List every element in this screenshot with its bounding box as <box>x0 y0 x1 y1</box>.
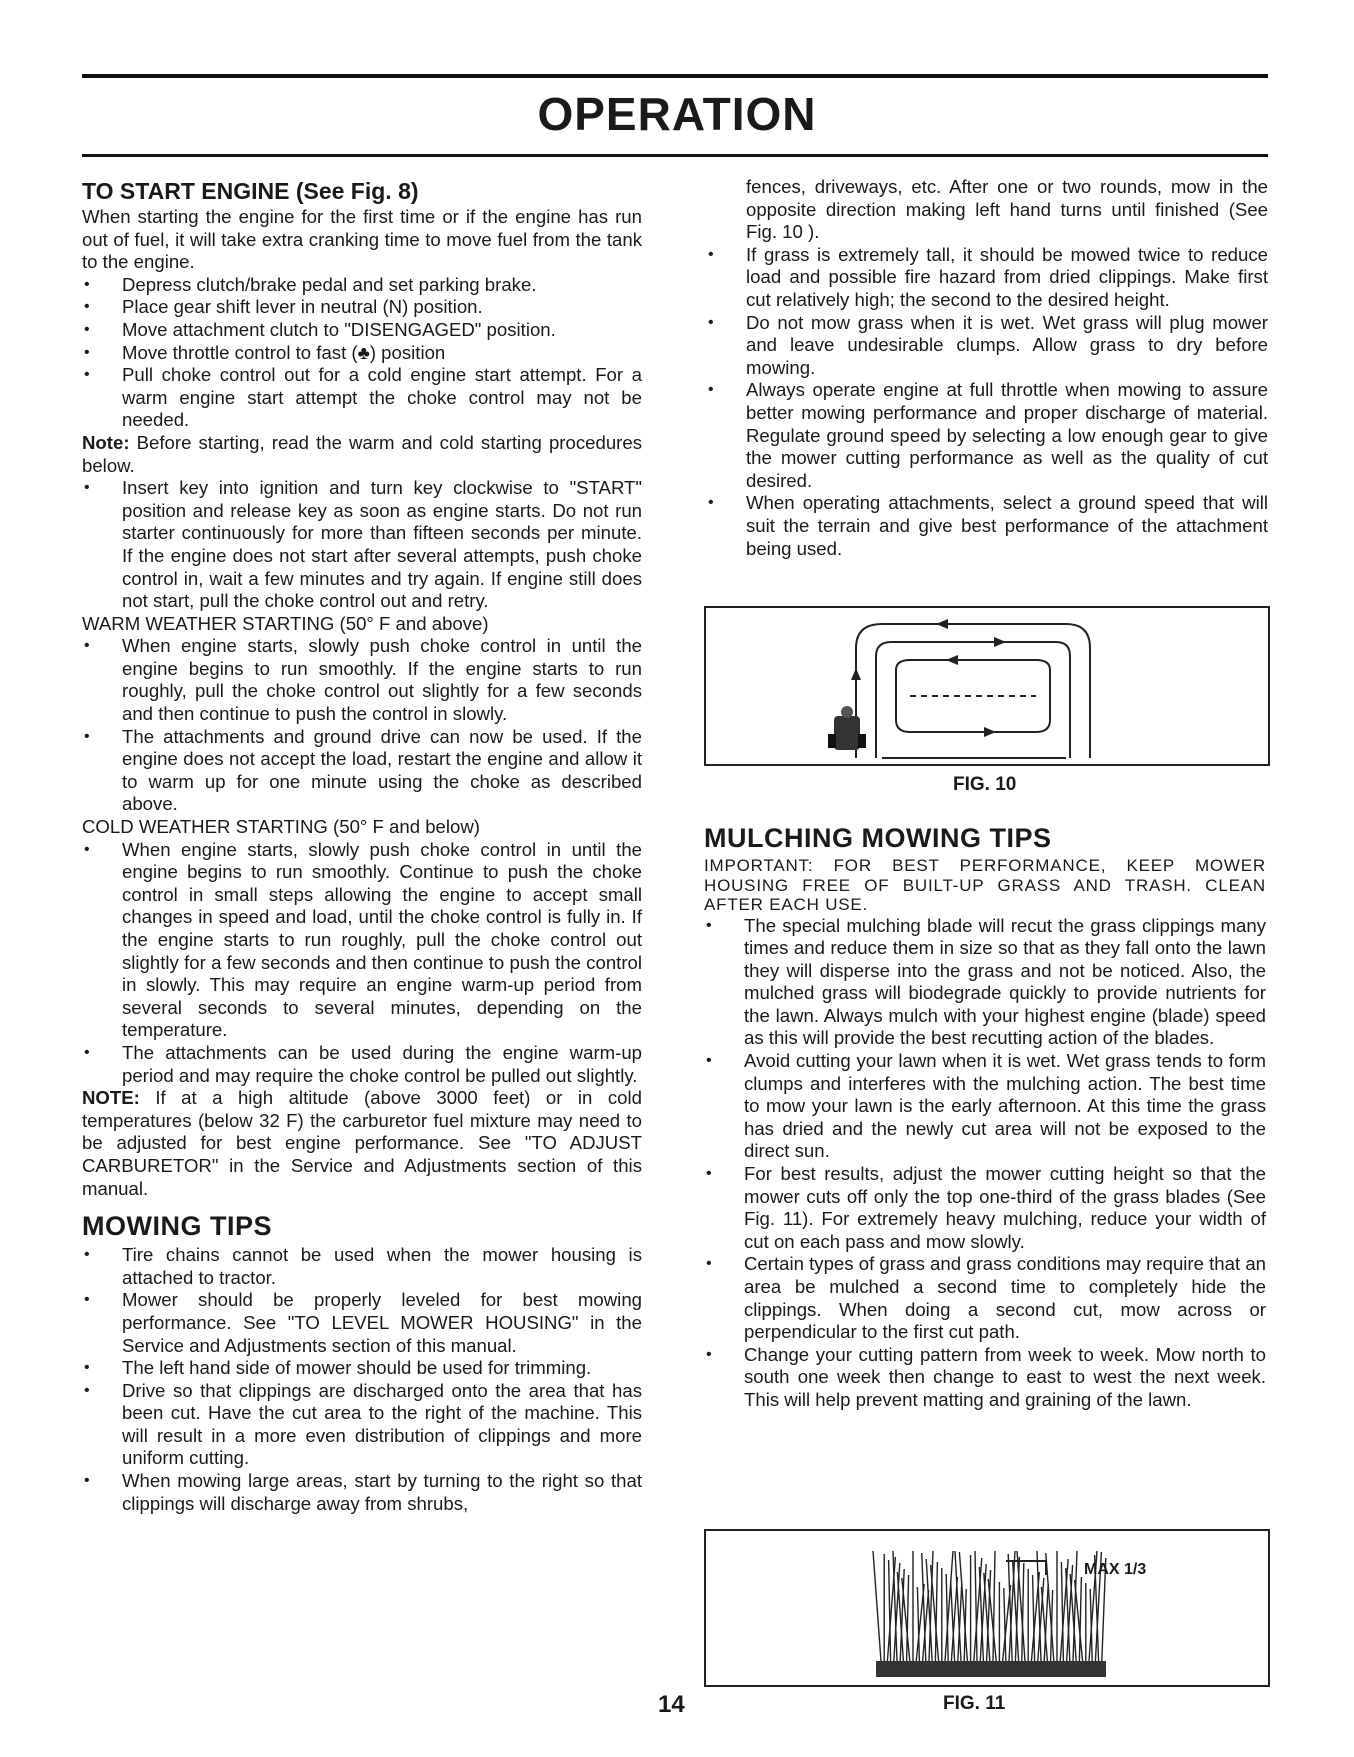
important-note: IMPORTANT: FOR BEST PERFORMANCE, KEEP MOWER HOUSING FREE OF BUILT-UP GRASS AND TRASH. CLEAN AFTER EACH USE. <box>704 856 1266 914</box>
figure-10-caption: FIG. 10 <box>953 774 1017 795</box>
list-item: • When engine starts, slowly push choke control in until the engine begins to run smoothly. If the engine starts to run roughly, pull the choke control out slightly for a few seconds and then continue to push the control in slowly. <box>82 635 642 725</box>
note-label: Note: <box>82 431 130 453</box>
title-rule <box>82 154 1268 157</box>
mulching-heading: MULCHING MOWING TIPS <box>704 823 1052 853</box>
grass-blade <box>873 1551 881 1661</box>
page-title: OPERATION <box>537 88 817 140</box>
mulching-section <box>704 820 1266 1412</box>
list-item: • Always operate engine at full throttle when mowing to assure better mowing performance and proper discharge of material. Regulate ground speed by selecting a low enough gear to give the mower cutting performance as well as the quality of cut desired. <box>706 379 1268 492</box>
list-item: • Depress clutch/brake pedal and set parking brake. <box>82 274 642 297</box>
list-item: • The attachments and ground drive can now be used. If the engine does not accept the load, restart the engine and allow it to warm up for one minute using the choke as described above. <box>82 726 642 816</box>
note-text: If at a high altitude (above 3000 feet) or in cold temperatures (below 32 F) the carburetor fuel mixture may need to be adjusted for best engine performance. See "TO ADJUST CARBURETOR" in the Service and Adjustments section of this manual. <box>82 1087 642 1199</box>
list-item: • Place gear shift lever in neutral (N) position. <box>82 296 642 319</box>
start-engine-heading: TO START ENGINE (See Fig. 8) <box>82 178 419 204</box>
figure-11 <box>704 1529 1270 1687</box>
key-step-list <box>82 477 642 613</box>
grass-height-illustration <box>706 1531 1268 1685</box>
list-item: • Mower should be properly leveled for best mowing performance. See "TO LEVEL MOWER HOUSING" in the Service and Adjustments section of this manual. <box>82 1289 642 1357</box>
altitude-note <box>82 1087 642 1200</box>
cold-weather-heading: COLD WEATHER STARTING (50° F and below) <box>82 816 480 838</box>
figure-11-caption: FIG. 11 <box>943 1693 1006 1714</box>
grass-blade <box>1090 1589 1092 1661</box>
list-item: • Change your cutting pattern from week to week. Mow north to south one week then change to east to west the next week. This will help prevent matting and graining of the lawn. <box>704 1344 1266 1412</box>
mowing-pattern-diagram <box>706 608 1268 764</box>
top-rule-thick <box>82 74 1268 78</box>
figure-10 <box>704 606 1270 766</box>
start-steps-list <box>82 274 642 432</box>
note-label: NOTE: <box>82 1087 140 1109</box>
list-item: • The attachments can be used during the engine warm-up period and may require the choke control be pulled out slightly. <box>82 1042 642 1087</box>
warm-weather-heading: WARM WEATHER STARTING (50° F and above) <box>82 612 489 634</box>
list-item: • When operating attachments, select a ground speed that will suit the terrain and give best performance of the attachment being used. <box>706 492 1268 560</box>
note-text: Before starting, read the warm and cold starting procedures below. <box>82 431 642 476</box>
list-item: • Move attachment clutch to "DISENGAGED" position. <box>82 319 642 342</box>
cold-list <box>82 839 642 1088</box>
start-note <box>82 432 642 477</box>
mulching-tips-list <box>704 915 1266 1412</box>
tractor-icon <box>828 706 866 750</box>
right-column <box>736 176 1268 560</box>
list-item: • Pull choke control out for a cold engine start attempt. For a warm engine start attempt the choke control may not be needed. <box>82 364 642 432</box>
mowing-tips-heading: MOWING TIPS <box>82 1211 272 1242</box>
page-number: 14 <box>658 1691 685 1718</box>
list-item: • Tire chains cannot be used when the mower housing is attached to tractor. <box>82 1244 642 1289</box>
warm-list <box>82 635 642 816</box>
max-label: MAX 1/3 <box>1084 1561 1147 1578</box>
mowing-tips-list <box>82 1244 642 1515</box>
list-item: • Drive so that clippings are discharged onto the area that has been cut. Have the cut area to the right of the machine. This will result in a more even distribution of clippings and more uniform cutting. <box>82 1380 642 1470</box>
mowing-continued: fences, driveways, etc. After one or two rounds, mow in the opposite direction making left hand turns until finished (See Fig. 10 ). <box>746 176 1268 243</box>
list-item: • When engine starts, slowly push choke control in until the engine begins to run smoothly. Continue to push the choke control in small steps allowing the engine to accept small changes in speed and load, until the choke control is fully in. If the engine starts to run roughly, pull the choke control out slightly for a few seconds and then continue to push the control in slowly. This may require an engine warm-up period from several seconds to several minutes, depending on the temperature. <box>82 839 642 1042</box>
list-item: • Do not mow grass when it is wet. Wet grass will plug mower and leave undesirable clumps. Allow grass to dry before mowing. <box>706 312 1268 380</box>
start-intro: When starting the engine for the first time or if the engine has run out of fuel, it will take extra cranking time to move fuel from the tank to the engine. <box>82 206 642 273</box>
list-item: • Insert key into ignition and turn key clockwise to "START" position and release key as soon as engine starts. Do not run starter continuously for more than fifteen seconds per minute. If the engine does not start after several attempts, push choke control in, wait a few minutes and try again. If engine still does not start, pull the choke control out and retry. <box>82 477 642 613</box>
list-item: • For best results, adjust the mower cutting height so that the mower cuts off only the top one-third of the grass blades (See Fig. 11). For extremely heavy mulching, reduce your width of cut on each pass and mow slowly. <box>704 1163 1266 1253</box>
left-column <box>82 176 642 1515</box>
mowing-tips-list-cont <box>706 244 1268 560</box>
list-item: • The left hand side of mower should be used for trimming. <box>82 1357 642 1380</box>
list-item: • If grass is extremely tall, it should be mowed twice to reduce load and possible fire hazard from dried clippings. Make first cut relatively high; the second to the desired height. <box>706 244 1268 312</box>
list-item: • Avoid cutting your lawn when it is wet. Wet grass tends to form clumps and interferes with the mulching action. The best time to mow your lawn is the early afternoon. At this time the grass has dried and the newly cut area will not be exposed to the direct sun. <box>704 1050 1266 1163</box>
list-item: • Move throttle control to fast (♣) position <box>82 342 642 365</box>
list-item: • The special mulching blade will recut the grass clippings many times and reduce them in size so that as they fall onto the lawn they will disperse into the grass and not be noticed. Also, the mulched grass will biodegrade quickly to provide nutrients for the lawn. Always mulch with your highest engine (blade) speed as this will provide the best recutting action of the blades. <box>704 915 1266 1051</box>
list-item: • When mowing large areas, start by turning to the right so that clippings will discharge away from shrubs, <box>82 1470 642 1515</box>
list-item: • Certain types of grass and grass conditions may require that an area be mulched a second time to completely hide the clippings. When doing a second cut, mow across or perpendicular to the first cut path. <box>704 1253 1266 1343</box>
